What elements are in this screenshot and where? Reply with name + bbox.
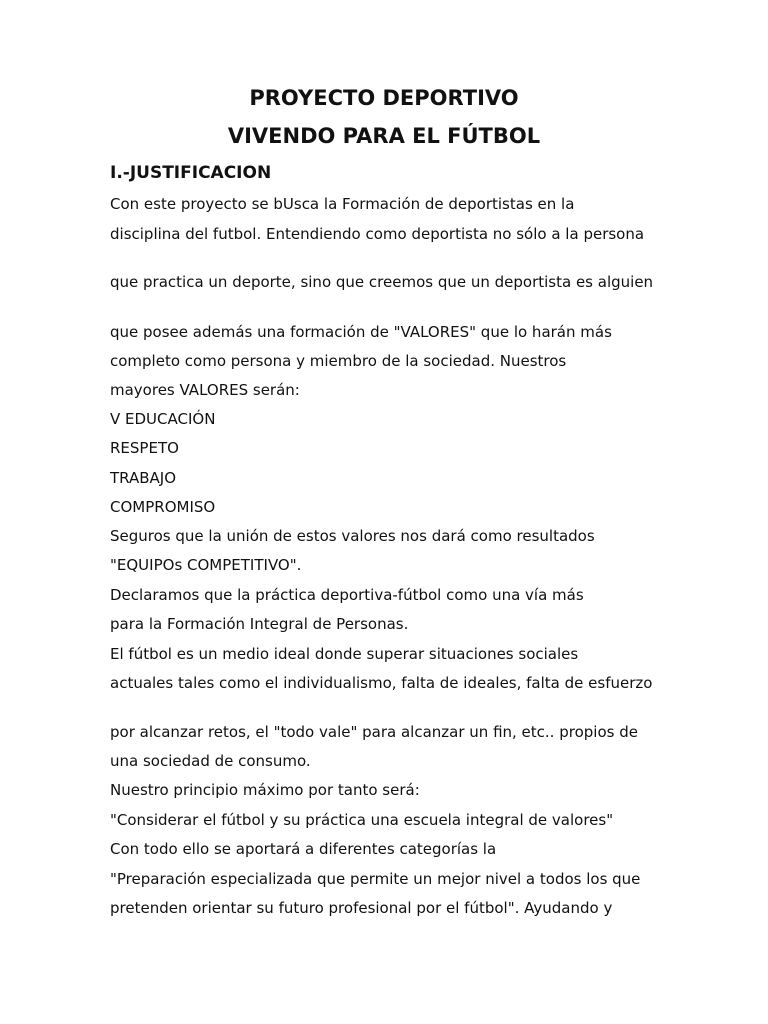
body-line: Nuestro principio máximo por tanto será: [110, 781, 420, 799]
body-line: actuales tales como el individualismo, falta de ideales, falta de esfuerzo [110, 674, 653, 692]
body-line: por alcanzar retos, el "todo vale" para alcanzar un fin, etc.. propios de [110, 723, 638, 741]
body-line: Con este proyecto se bUsca la Formación de deportistas en la [110, 195, 575, 213]
values-list-item: COMPROMISO [110, 498, 216, 516]
values-list-item: V EDUCACIÓN [110, 410, 216, 428]
document-subtitle: VIVENDO PARA EL FÚTBOL [227, 124, 541, 148]
body-line: una sociedad de consumo. [110, 752, 311, 770]
body-line: "EQUIPOs COMPETITIVO". [110, 556, 302, 574]
values-list-item: RESPETO [110, 439, 179, 457]
body-line: que practica un deporte, sino que creemos que un deportista es alguien [110, 273, 654, 291]
body-line: mayores VALORES serán: [110, 381, 300, 399]
body-line: para la Formación Integral de Personas. [110, 615, 409, 633]
body-line: pretenden orientar su futuro profesional por el fútbol". Ayudando y [110, 899, 613, 917]
body-line: "Considerar el fútbol y su práctica una escuela integral de valores" [110, 811, 614, 829]
body-line: Declaramos que la práctica deportiva-fútbol como una vía más [110, 586, 584, 604]
body-line: El fútbol es un medio ideal donde superar situaciones sociales [110, 645, 579, 663]
body-line: completo como persona y miembro de la sociedad. Nuestros [110, 352, 567, 370]
section-heading: I.-JUSTIFICACION [110, 163, 272, 183]
document-title: PROYECTO DEPORTIVO [249, 86, 519, 110]
body-line: disciplina del futbol. Entendiendo como deportista no sólo a la persona [110, 225, 645, 243]
body-line: Seguros que la unión de estos valores nos dará como resultados [110, 527, 595, 545]
body-line: "Preparación especializada que permite un mejor nivel a todos los que [110, 870, 641, 888]
body-line: Con todo ello se aportará a diferentes categorías la [110, 840, 497, 858]
values-list-item: TRABAJO [110, 469, 177, 487]
body-line: que posee además una formación de "VALORES" que lo harán más [110, 323, 612, 341]
